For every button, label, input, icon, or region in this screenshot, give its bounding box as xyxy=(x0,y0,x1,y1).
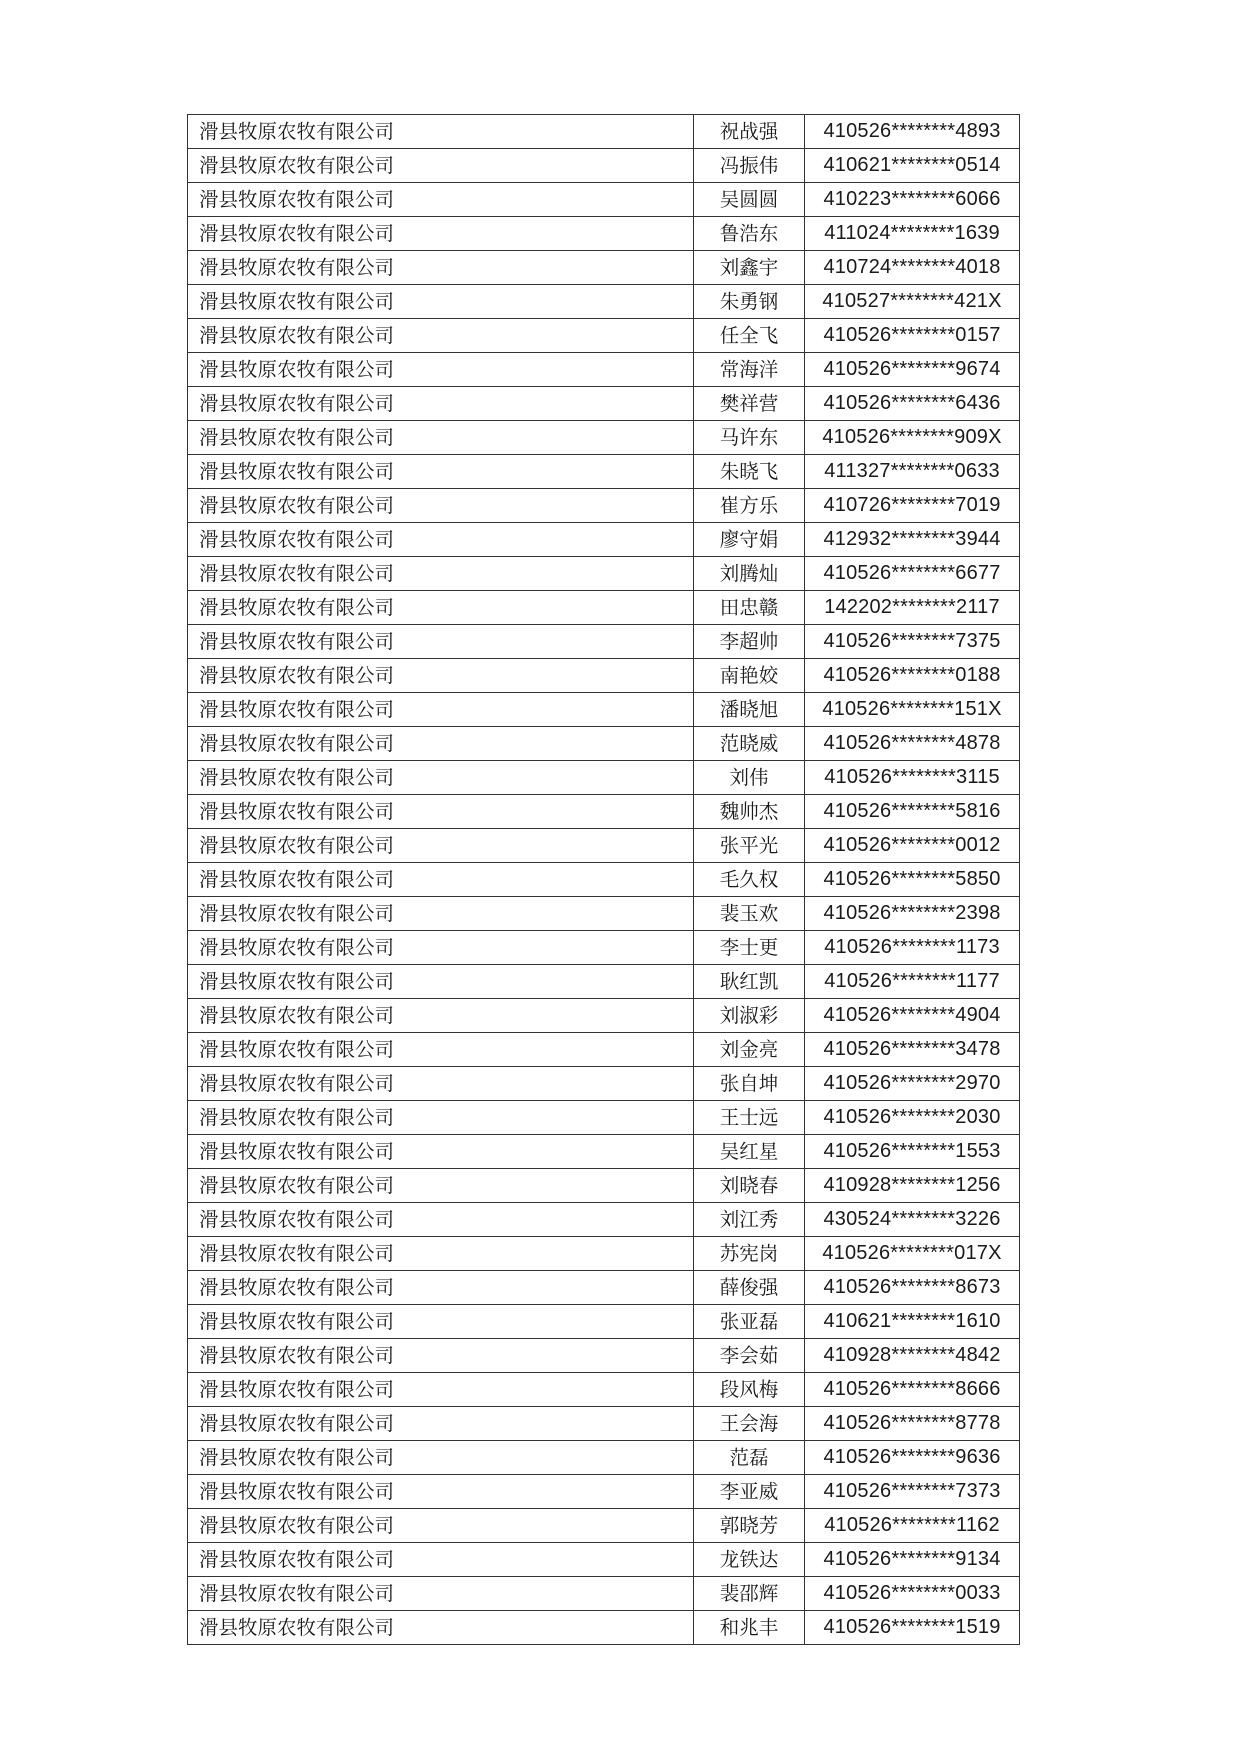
company-cell: 滑县牧原农牧有限公司 xyxy=(188,1305,694,1339)
id-number-cell: 410526********909X xyxy=(805,421,1020,455)
company-cell: 滑县牧原农牧有限公司 xyxy=(188,115,694,149)
id-number-cell: 410526********1553 xyxy=(805,1135,1020,1169)
person-name-cell: 苏宪岗 xyxy=(694,1237,805,1271)
company-cell: 滑县牧原农牧有限公司 xyxy=(188,829,694,863)
company-cell: 滑县牧原农牧有限公司 xyxy=(188,1237,694,1271)
table-row xyxy=(188,795,1020,829)
table-row xyxy=(188,387,1020,421)
table-row xyxy=(188,1475,1020,1509)
id-number-cell: 410526********7375 xyxy=(805,625,1020,659)
person-name-cell: 范磊 xyxy=(694,1441,805,1475)
id-number-cell: 410928********1256 xyxy=(805,1169,1020,1203)
table-row xyxy=(188,251,1020,285)
personnel-table xyxy=(187,114,1020,1645)
company-cell: 滑县牧原农牧有限公司 xyxy=(188,625,694,659)
id-number-cell: 410526********8778 xyxy=(805,1407,1020,1441)
company-cell: 滑县牧原农牧有限公司 xyxy=(188,183,694,217)
id-number-cell: 410526********0033 xyxy=(805,1577,1020,1611)
person-name-cell: 毛久权 xyxy=(694,863,805,897)
table-row xyxy=(188,557,1020,591)
company-cell: 滑县牧原农牧有限公司 xyxy=(188,1169,694,1203)
company-cell: 滑县牧原农牧有限公司 xyxy=(188,1543,694,1577)
person-name-cell: 张亚磊 xyxy=(694,1305,805,1339)
person-name-cell: 鲁浩东 xyxy=(694,217,805,251)
table-row xyxy=(188,1509,1020,1543)
table-row xyxy=(188,1033,1020,1067)
company-cell: 滑县牧原农牧有限公司 xyxy=(188,1373,694,1407)
table-row xyxy=(188,659,1020,693)
table-row xyxy=(188,319,1020,353)
id-number-cell: 410526********4904 xyxy=(805,999,1020,1033)
person-name-cell: 李会茹 xyxy=(694,1339,805,1373)
table-row xyxy=(188,1611,1020,1645)
company-cell: 滑县牧原农牧有限公司 xyxy=(188,931,694,965)
id-number-cell: 410526********3478 xyxy=(805,1033,1020,1067)
company-cell: 滑县牧原农牧有限公司 xyxy=(188,1067,694,1101)
table-row xyxy=(188,1407,1020,1441)
company-cell: 滑县牧原农牧有限公司 xyxy=(188,727,694,761)
person-name-cell: 吴圆圆 xyxy=(694,183,805,217)
person-name-cell: 祝战强 xyxy=(694,115,805,149)
person-name-cell: 范晓威 xyxy=(694,727,805,761)
id-number-cell: 410526********6677 xyxy=(805,557,1020,591)
person-name-cell: 南艳姣 xyxy=(694,659,805,693)
person-name-cell: 张自坤 xyxy=(694,1067,805,1101)
table-row xyxy=(188,353,1020,387)
company-cell: 滑县牧原农牧有限公司 xyxy=(188,1407,694,1441)
company-cell: 滑县牧原农牧有限公司 xyxy=(188,353,694,387)
id-number-cell: 410526********9674 xyxy=(805,353,1020,387)
table-row xyxy=(188,727,1020,761)
table-row xyxy=(188,965,1020,999)
company-cell: 滑县牧原农牧有限公司 xyxy=(188,1101,694,1135)
company-cell: 滑县牧原农牧有限公司 xyxy=(188,693,694,727)
person-name-cell: 刘鑫宇 xyxy=(694,251,805,285)
table-row xyxy=(188,999,1020,1033)
id-number-cell: 410724********4018 xyxy=(805,251,1020,285)
table-row xyxy=(188,1305,1020,1339)
id-number-cell: 142202********2117 xyxy=(805,591,1020,625)
company-cell: 滑县牧原农牧有限公司 xyxy=(188,421,694,455)
table-row xyxy=(188,523,1020,557)
id-number-cell: 410526********2970 xyxy=(805,1067,1020,1101)
person-name-cell: 李亚威 xyxy=(694,1475,805,1509)
table-row xyxy=(188,931,1020,965)
person-name-cell: 刘腾灿 xyxy=(694,557,805,591)
company-cell: 滑县牧原农牧有限公司 xyxy=(188,1577,694,1611)
company-cell: 滑县牧原农牧有限公司 xyxy=(188,1271,694,1305)
id-number-cell: 410526********1519 xyxy=(805,1611,1020,1645)
id-number-cell: 410526********151X xyxy=(805,693,1020,727)
person-name-cell: 段风梅 xyxy=(694,1373,805,1407)
company-cell: 滑县牧原农牧有限公司 xyxy=(188,1339,694,1373)
table-row xyxy=(188,183,1020,217)
company-cell: 滑县牧原农牧有限公司 xyxy=(188,863,694,897)
company-cell: 滑县牧原农牧有限公司 xyxy=(188,1033,694,1067)
id-number-cell: 410526********3115 xyxy=(805,761,1020,795)
person-name-cell: 刘金亮 xyxy=(694,1033,805,1067)
personnel-table-body xyxy=(188,115,1020,1645)
table-row xyxy=(188,591,1020,625)
id-number-cell: 410526********9134 xyxy=(805,1543,1020,1577)
table-row xyxy=(188,149,1020,183)
table-row xyxy=(188,625,1020,659)
company-cell: 滑县牧原农牧有限公司 xyxy=(188,659,694,693)
table-row xyxy=(188,421,1020,455)
person-name-cell: 马许东 xyxy=(694,421,805,455)
person-name-cell: 朱晓飞 xyxy=(694,455,805,489)
person-name-cell: 李士更 xyxy=(694,931,805,965)
person-name-cell: 李超帅 xyxy=(694,625,805,659)
table-row xyxy=(188,1067,1020,1101)
table-row xyxy=(188,863,1020,897)
id-number-cell: 411024********1639 xyxy=(805,217,1020,251)
person-name-cell: 冯振伟 xyxy=(694,149,805,183)
company-cell: 滑县牧原农牧有限公司 xyxy=(188,285,694,319)
person-name-cell: 任全飞 xyxy=(694,319,805,353)
person-name-cell: 和兆丰 xyxy=(694,1611,805,1645)
id-number-cell: 410527********421X xyxy=(805,285,1020,319)
table-row xyxy=(188,489,1020,523)
id-number-cell: 410526********017X xyxy=(805,1237,1020,1271)
table-row xyxy=(188,761,1020,795)
id-number-cell: 410223********6066 xyxy=(805,183,1020,217)
person-name-cell: 裴玉欢 xyxy=(694,897,805,931)
id-number-cell: 410726********7019 xyxy=(805,489,1020,523)
company-cell: 滑县牧原农牧有限公司 xyxy=(188,591,694,625)
company-cell: 滑县牧原农牧有限公司 xyxy=(188,1135,694,1169)
id-number-cell: 410526********9636 xyxy=(805,1441,1020,1475)
id-number-cell: 410526********8666 xyxy=(805,1373,1020,1407)
person-name-cell: 常海洋 xyxy=(694,353,805,387)
id-number-cell: 410526********2030 xyxy=(805,1101,1020,1135)
table-row xyxy=(188,1203,1020,1237)
id-number-cell: 412932********3944 xyxy=(805,523,1020,557)
person-name-cell: 吴红星 xyxy=(694,1135,805,1169)
id-number-cell: 411327********0633 xyxy=(805,455,1020,489)
table-row xyxy=(188,829,1020,863)
id-number-cell: 410526********6436 xyxy=(805,387,1020,421)
table-row xyxy=(188,455,1020,489)
table-row xyxy=(188,1101,1020,1135)
table-row xyxy=(188,1135,1020,1169)
person-name-cell: 王会海 xyxy=(694,1407,805,1441)
table-row xyxy=(188,1373,1020,1407)
person-name-cell: 耿红凯 xyxy=(694,965,805,999)
id-number-cell: 410526********7373 xyxy=(805,1475,1020,1509)
id-number-cell: 410526********0157 xyxy=(805,319,1020,353)
company-cell: 滑县牧原农牧有限公司 xyxy=(188,1441,694,1475)
company-cell: 滑县牧原农牧有限公司 xyxy=(188,557,694,591)
person-name-cell: 刘淑彩 xyxy=(694,999,805,1033)
company-cell: 滑县牧原农牧有限公司 xyxy=(188,1509,694,1543)
id-number-cell: 410526********0188 xyxy=(805,659,1020,693)
company-cell: 滑县牧原农牧有限公司 xyxy=(188,1475,694,1509)
person-name-cell: 王士远 xyxy=(694,1101,805,1135)
table-row xyxy=(188,1169,1020,1203)
person-name-cell: 裴邵辉 xyxy=(694,1577,805,1611)
person-name-cell: 薛俊强 xyxy=(694,1271,805,1305)
id-number-cell: 410526********5850 xyxy=(805,863,1020,897)
person-name-cell: 魏帅杰 xyxy=(694,795,805,829)
company-cell: 滑县牧原农牧有限公司 xyxy=(188,897,694,931)
company-cell: 滑县牧原农牧有限公司 xyxy=(188,149,694,183)
table-row xyxy=(188,217,1020,251)
company-cell: 滑县牧原农牧有限公司 xyxy=(188,999,694,1033)
id-number-cell: 410526********1177 xyxy=(805,965,1020,999)
company-cell: 滑县牧原农牧有限公司 xyxy=(188,217,694,251)
id-number-cell: 410526********2398 xyxy=(805,897,1020,931)
person-name-cell: 刘伟 xyxy=(694,761,805,795)
person-name-cell: 崔方乐 xyxy=(694,489,805,523)
company-cell: 滑县牧原农牧有限公司 xyxy=(188,251,694,285)
table-row xyxy=(188,1441,1020,1475)
table-row xyxy=(188,1339,1020,1373)
id-number-cell: 410526********1162 xyxy=(805,1509,1020,1543)
table-row xyxy=(188,115,1020,149)
person-name-cell: 樊祥营 xyxy=(694,387,805,421)
person-name-cell: 龙铁达 xyxy=(694,1543,805,1577)
company-cell: 滑县牧原农牧有限公司 xyxy=(188,1611,694,1645)
table-row xyxy=(188,1543,1020,1577)
person-name-cell: 廖守娟 xyxy=(694,523,805,557)
id-number-cell: 410526********4893 xyxy=(805,115,1020,149)
id-number-cell: 410526********8673 xyxy=(805,1271,1020,1305)
company-cell: 滑县牧原农牧有限公司 xyxy=(188,965,694,999)
company-cell: 滑县牧原农牧有限公司 xyxy=(188,761,694,795)
table-row xyxy=(188,1271,1020,1305)
table-row xyxy=(188,897,1020,931)
person-name-cell: 刘晓春 xyxy=(694,1169,805,1203)
person-name-cell: 潘晓旭 xyxy=(694,693,805,727)
table-row xyxy=(188,1577,1020,1611)
id-number-cell: 410526********5816 xyxy=(805,795,1020,829)
id-number-cell: 410621********0514 xyxy=(805,149,1020,183)
id-number-cell: 410526********1173 xyxy=(805,931,1020,965)
company-cell: 滑县牧原农牧有限公司 xyxy=(188,319,694,353)
person-name-cell: 刘江秀 xyxy=(694,1203,805,1237)
company-cell: 滑县牧原农牧有限公司 xyxy=(188,489,694,523)
id-number-cell: 410928********4842 xyxy=(805,1339,1020,1373)
table-row xyxy=(188,693,1020,727)
table-row xyxy=(188,285,1020,319)
company-cell: 滑县牧原农牧有限公司 xyxy=(188,1203,694,1237)
table-row xyxy=(188,1237,1020,1271)
person-name-cell: 张平光 xyxy=(694,829,805,863)
person-name-cell: 朱勇钢 xyxy=(694,285,805,319)
company-cell: 滑县牧原农牧有限公司 xyxy=(188,795,694,829)
company-cell: 滑县牧原农牧有限公司 xyxy=(188,387,694,421)
person-name-cell: 田忠赣 xyxy=(694,591,805,625)
id-number-cell: 430524********3226 xyxy=(805,1203,1020,1237)
id-number-cell: 410621********1610 xyxy=(805,1305,1020,1339)
id-number-cell: 410526********4878 xyxy=(805,727,1020,761)
company-cell: 滑县牧原农牧有限公司 xyxy=(188,455,694,489)
company-cell: 滑县牧原农牧有限公司 xyxy=(188,523,694,557)
person-name-cell: 郭晓芳 xyxy=(694,1509,805,1543)
id-number-cell: 410526********0012 xyxy=(805,829,1020,863)
